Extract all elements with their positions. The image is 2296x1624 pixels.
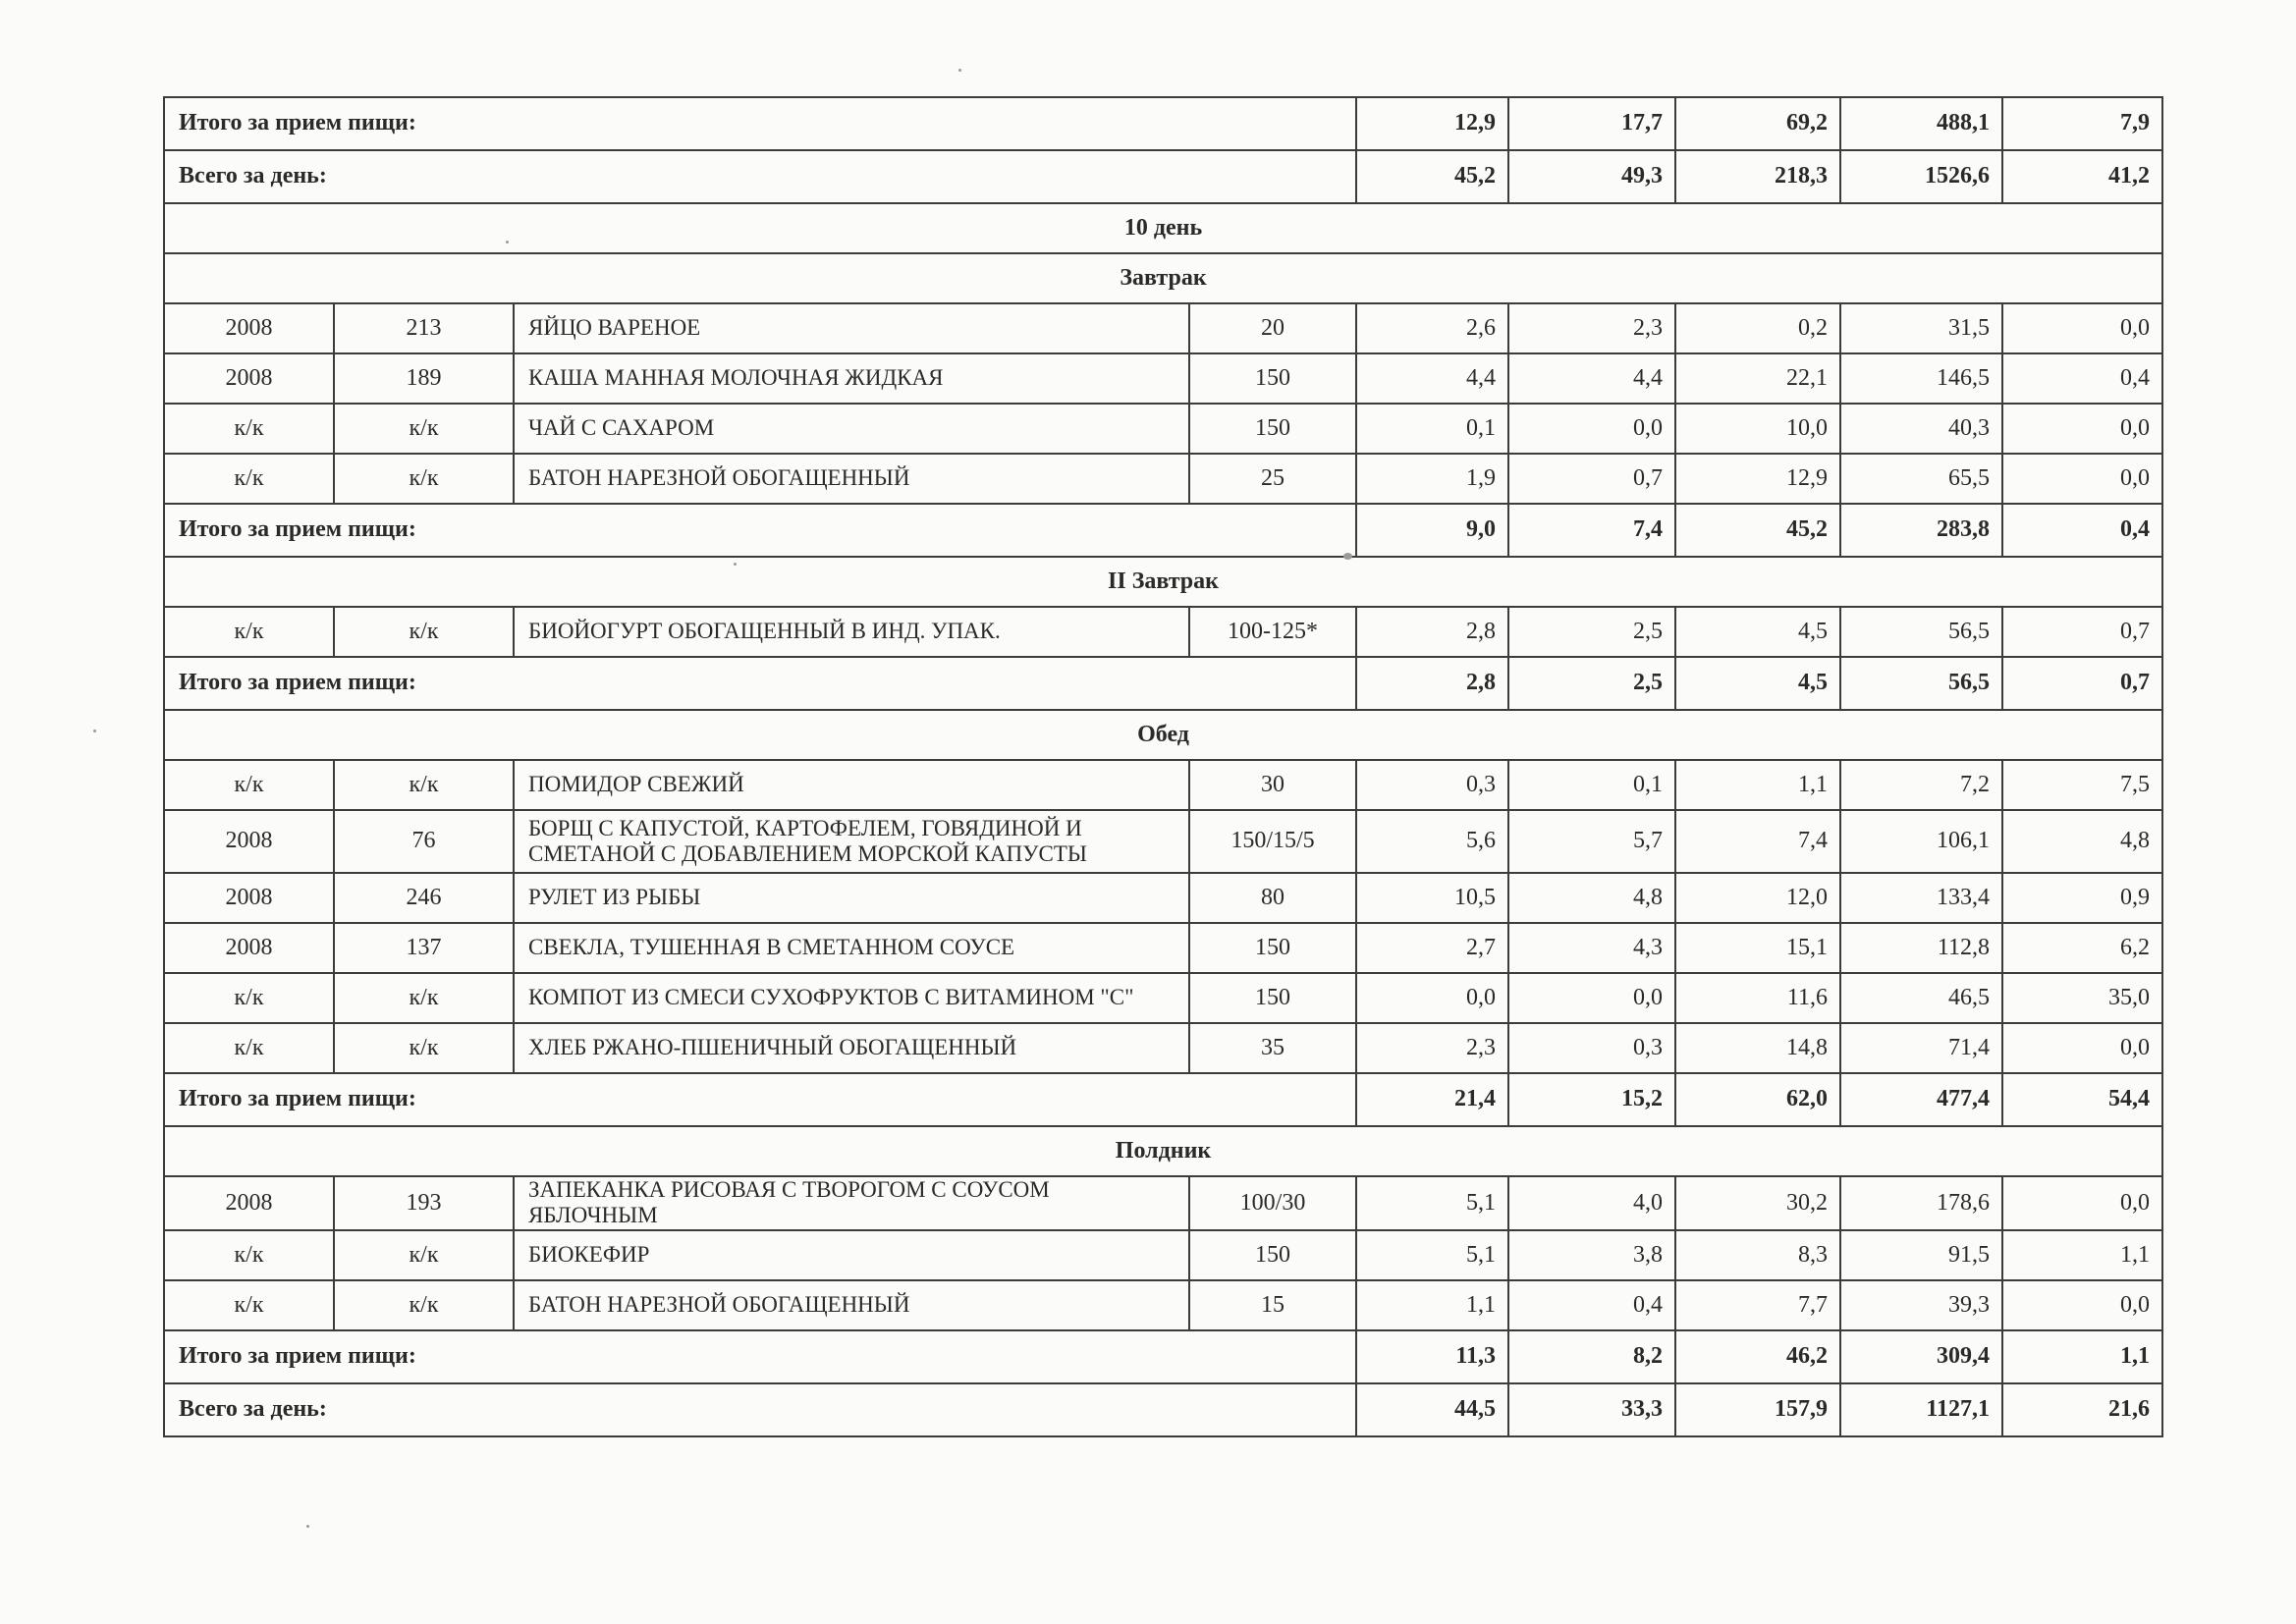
year-cell: 2008	[164, 810, 334, 873]
nutrient-value-cell: 2,3	[1356, 1023, 1508, 1073]
portion-weight-cell: 150	[1189, 1230, 1356, 1280]
total-row	[164, 1383, 2162, 1436]
nutrient-value-cell: 2,6	[1356, 303, 1508, 353]
total-value: 157,9	[1675, 1383, 1840, 1436]
total-value: 45,2	[1356, 150, 1508, 203]
dish-name-cell: ПОМИДОР СВЕЖИЙ	[514, 760, 1189, 810]
portion-weight-cell: 150	[1189, 973, 1356, 1023]
nutrient-value-cell: 0,7	[2002, 607, 2162, 657]
recipe-number-cell: к/к	[334, 404, 514, 454]
dish-row	[164, 1023, 2162, 1073]
nutrient-value-cell: 1,1	[1356, 1280, 1508, 1330]
portion-weight-cell: 100/30	[1189, 1176, 1356, 1230]
total-row	[164, 1073, 2162, 1126]
year-cell: 2008	[164, 923, 334, 973]
nutrient-value-cell: 7,7	[1675, 1280, 1840, 1330]
scan-speck	[93, 730, 96, 732]
total-label: Итого за прием пищи:	[164, 504, 1356, 557]
section-header-row	[164, 1126, 2162, 1176]
total-row	[164, 1330, 2162, 1383]
dish-row	[164, 1280, 2162, 1330]
section-title: II Завтрак	[164, 557, 2162, 607]
nutrient-value-cell: 0,0	[2002, 1023, 2162, 1073]
portion-weight-cell: 20	[1189, 303, 1356, 353]
total-value: 62,0	[1675, 1073, 1840, 1126]
nutrient-value-cell: 4,8	[1508, 873, 1675, 923]
dish-name-cell: КОМПОТ ИЗ СМЕСИ СУХОФРУКТОВ С ВИТАМИНОМ "С"	[514, 973, 1189, 1023]
recipe-number-cell: к/к	[334, 1023, 514, 1073]
nutrient-value-cell: 0,0	[1508, 404, 1675, 454]
portion-weight-cell: 150/15/5	[1189, 810, 1356, 873]
total-value: 2,5	[1508, 657, 1675, 710]
total-value: 4,5	[1675, 657, 1840, 710]
nutrient-value-cell: 0,1	[1508, 760, 1675, 810]
nutrient-value-cell: 91,5	[1840, 1230, 2002, 1280]
total-value: 69,2	[1675, 97, 1840, 150]
nutrient-value-cell: 14,8	[1675, 1023, 1840, 1073]
dish-row	[164, 810, 2162, 873]
dish-name-cell: БАТОН НАРЕЗНОЙ ОБОГАЩЕННЫЙ	[514, 454, 1189, 504]
nutrient-value-cell: 0,0	[1356, 973, 1508, 1023]
total-row	[164, 657, 2162, 710]
nutrient-value-cell: 1,1	[1675, 760, 1840, 810]
nutrient-value-cell: 31,5	[1840, 303, 2002, 353]
nutrient-value-cell: 15,1	[1675, 923, 1840, 973]
total-value: 12,9	[1356, 97, 1508, 150]
total-value: 46,2	[1675, 1330, 1840, 1383]
total-value: 11,3	[1356, 1330, 1508, 1383]
nutrient-value-cell: 2,3	[1508, 303, 1675, 353]
nutrient-value-cell: 56,5	[1840, 607, 2002, 657]
portion-weight-cell: 150	[1189, 923, 1356, 973]
total-label: Всего за день:	[164, 1383, 1356, 1436]
portion-weight-cell: 150	[1189, 353, 1356, 404]
total-value: 0,7	[2002, 657, 2162, 710]
nutrient-value-cell: 4,0	[1508, 1176, 1675, 1230]
total-label: Итого за прием пищи:	[164, 97, 1356, 150]
dish-row	[164, 303, 2162, 353]
nutrient-value-cell: 1,9	[1356, 454, 1508, 504]
nutrient-value-cell: 11,6	[1675, 973, 1840, 1023]
dish-row	[164, 973, 2162, 1023]
recipe-number-cell: 213	[334, 303, 514, 353]
total-value: 283,8	[1840, 504, 2002, 557]
nutrient-value-cell: 8,3	[1675, 1230, 1840, 1280]
nutrient-value-cell: 0,0	[2002, 303, 2162, 353]
total-row	[164, 150, 2162, 203]
recipe-number-cell: к/к	[334, 607, 514, 657]
nutrient-value-cell: 4,4	[1508, 353, 1675, 404]
dish-row	[164, 1230, 2162, 1280]
total-row	[164, 97, 2162, 150]
year-cell: к/к	[164, 1280, 334, 1330]
nutrient-value-cell: 0,0	[2002, 404, 2162, 454]
total-value: 49,3	[1508, 150, 1675, 203]
total-label: Итого за прием пищи:	[164, 657, 1356, 710]
total-value: 309,4	[1840, 1330, 2002, 1383]
nutrient-value-cell: 0,0	[1508, 973, 1675, 1023]
nutrient-value-cell: 0,7	[1508, 454, 1675, 504]
dish-row	[164, 454, 2162, 504]
recipe-number-cell: к/к	[334, 1280, 514, 1330]
nutrient-value-cell: 1,1	[2002, 1230, 2162, 1280]
total-value: 1526,6	[1840, 150, 2002, 203]
year-cell: к/к	[164, 404, 334, 454]
dish-row	[164, 873, 2162, 923]
recipe-number-cell: к/к	[334, 973, 514, 1023]
total-value: 33,3	[1508, 1383, 1675, 1436]
total-value: 54,4	[2002, 1073, 2162, 1126]
year-cell: 2008	[164, 1176, 334, 1230]
dish-name-cell: БИОЙОГУРТ ОБОГАЩЕННЫЙ В ИНД. УПАК.	[514, 607, 1189, 657]
recipe-number-cell: 76	[334, 810, 514, 873]
recipe-number-cell: 193	[334, 1176, 514, 1230]
total-value: 56,5	[1840, 657, 2002, 710]
total-value: 1127,1	[1840, 1383, 2002, 1436]
menu-table	[163, 96, 2163, 1437]
nutrient-value-cell: 46,5	[1840, 973, 2002, 1023]
scan-speck	[1343, 553, 1352, 560]
dish-name-cell: СВЕКЛА, ТУШЕННАЯ В СМЕТАННОМ СОУСЕ	[514, 923, 1189, 973]
nutrient-value-cell: 112,8	[1840, 923, 2002, 973]
section-header-row	[164, 203, 2162, 253]
nutrient-value-cell: 2,8	[1356, 607, 1508, 657]
nutrient-value-cell: 0,3	[1508, 1023, 1675, 1073]
total-value: 218,3	[1675, 150, 1840, 203]
nutrient-value-cell: 6,2	[2002, 923, 2162, 973]
total-value: 7,4	[1508, 504, 1675, 557]
dish-row	[164, 353, 2162, 404]
total-value: 41,2	[2002, 150, 2162, 203]
dish-row	[164, 607, 2162, 657]
dish-name-cell: ЧАЙ С САХАРОМ	[514, 404, 1189, 454]
nutrient-value-cell: 0,1	[1356, 404, 1508, 454]
dish-name-cell: БОРЩ С КАПУСТОЙ, КАРТОФЕЛЕМ, ГОВЯДИНОЙ И СМЕТАНОЙ С ДОБАВЛЕНИЕМ МОРСКОЙ КАПУСТЫ	[514, 810, 1189, 873]
nutrient-value-cell: 12,0	[1675, 873, 1840, 923]
nutrient-value-cell: 12,9	[1675, 454, 1840, 504]
recipe-number-cell: к/к	[334, 1230, 514, 1280]
nutrient-value-cell: 40,3	[1840, 404, 2002, 454]
nutrient-value-cell: 65,5	[1840, 454, 2002, 504]
nutrient-value-cell: 5,7	[1508, 810, 1675, 873]
nutrient-value-cell: 0,4	[2002, 353, 2162, 404]
nutrient-value-cell: 30,2	[1675, 1176, 1840, 1230]
total-value: 45,2	[1675, 504, 1840, 557]
total-row	[164, 504, 2162, 557]
dish-name-cell: ХЛЕБ РЖАНО-ПШЕНИЧНЫЙ ОБОГАЩЕННЫЙ	[514, 1023, 1189, 1073]
nutrient-value-cell: 4,3	[1508, 923, 1675, 973]
scan-speck	[734, 563, 737, 566]
year-cell: к/к	[164, 607, 334, 657]
nutrient-value-cell: 178,6	[1840, 1176, 2002, 1230]
year-cell: 2008	[164, 353, 334, 404]
nutrient-value-cell: 0,3	[1356, 760, 1508, 810]
total-value: 8,2	[1508, 1330, 1675, 1383]
nutrient-value-cell: 4,8	[2002, 810, 2162, 873]
nutrient-value-cell: 146,5	[1840, 353, 2002, 404]
recipe-number-cell: 246	[334, 873, 514, 923]
section-header-row	[164, 557, 2162, 607]
section-title: 10 день	[164, 203, 2162, 253]
total-value: 15,2	[1508, 1073, 1675, 1126]
dish-row	[164, 1176, 2162, 1230]
year-cell: к/к	[164, 1230, 334, 1280]
nutrient-value-cell: 35,0	[2002, 973, 2162, 1023]
nutrient-value-cell: 10,5	[1356, 873, 1508, 923]
nutrient-value-cell: 0,2	[1675, 303, 1840, 353]
dish-row	[164, 404, 2162, 454]
nutrient-value-cell: 22,1	[1675, 353, 1840, 404]
dish-name-cell: БАТОН НАРЕЗНОЙ ОБОГАЩЕННЫЙ	[514, 1280, 1189, 1330]
year-cell: к/к	[164, 973, 334, 1023]
nutrient-value-cell: 2,7	[1356, 923, 1508, 973]
nutrient-value-cell: 0,0	[2002, 1280, 2162, 1330]
dish-name-cell: ЗАПЕКАНКА РИСОВАЯ С ТВОРОГОМ С СОУСОМ ЯБЛОЧНЫМ	[514, 1176, 1189, 1230]
scan-speck	[306, 1525, 309, 1528]
nutrient-value-cell: 4,4	[1356, 353, 1508, 404]
nutrient-value-cell: 4,5	[1675, 607, 1840, 657]
total-value: 21,6	[2002, 1383, 2162, 1436]
nutrient-value-cell: 0,0	[2002, 1176, 2162, 1230]
portion-weight-cell: 80	[1189, 873, 1356, 923]
nutrient-value-cell: 7,5	[2002, 760, 2162, 810]
portion-weight-cell: 35	[1189, 1023, 1356, 1073]
portion-weight-cell: 100-125*	[1189, 607, 1356, 657]
dish-name-cell: ЯЙЦО ВАРЕНОЕ	[514, 303, 1189, 353]
nutrient-value-cell: 2,5	[1508, 607, 1675, 657]
year-cell: к/к	[164, 760, 334, 810]
portion-weight-cell: 150	[1189, 404, 1356, 454]
nutrient-value-cell: 3,8	[1508, 1230, 1675, 1280]
year-cell: 2008	[164, 303, 334, 353]
total-value: 1,1	[2002, 1330, 2162, 1383]
dish-name-cell: КАША МАННАЯ МОЛОЧНАЯ ЖИДКАЯ	[514, 353, 1189, 404]
total-value: 21,4	[1356, 1073, 1508, 1126]
total-value: 17,7	[1508, 97, 1675, 150]
section-header-row	[164, 253, 2162, 303]
nutrient-value-cell: 7,4	[1675, 810, 1840, 873]
recipe-number-cell: 189	[334, 353, 514, 404]
scan-speck	[958, 69, 961, 72]
dish-row	[164, 923, 2162, 973]
recipe-number-cell: 137	[334, 923, 514, 973]
section-title: Полдник	[164, 1126, 2162, 1176]
section-header-row	[164, 710, 2162, 760]
nutrient-value-cell: 5,6	[1356, 810, 1508, 873]
total-value: 0,4	[2002, 504, 2162, 557]
total-label: Всего за день:	[164, 150, 1356, 203]
nutrient-value-cell: 10,0	[1675, 404, 1840, 454]
total-label: Итого за прием пищи:	[164, 1073, 1356, 1126]
section-title: Обед	[164, 710, 2162, 760]
nutrient-value-cell: 5,1	[1356, 1176, 1508, 1230]
nutrient-value-cell: 133,4	[1840, 873, 2002, 923]
total-value: 44,5	[1356, 1383, 1508, 1436]
total-value: 9,0	[1356, 504, 1508, 557]
recipe-number-cell: к/к	[334, 454, 514, 504]
total-label: Итого за прием пищи:	[164, 1330, 1356, 1383]
nutrient-value-cell: 0,0	[2002, 454, 2162, 504]
portion-weight-cell: 30	[1189, 760, 1356, 810]
year-cell: к/к	[164, 454, 334, 504]
dish-name-cell: БИОКЕФИР	[514, 1230, 1189, 1280]
recipe-number-cell: к/к	[334, 760, 514, 810]
nutrient-value-cell: 39,3	[1840, 1280, 2002, 1330]
nutrient-value-cell: 5,1	[1356, 1230, 1508, 1280]
nutrient-value-cell: 0,9	[2002, 873, 2162, 923]
total-value: 2,8	[1356, 657, 1508, 710]
nutrient-value-cell: 106,1	[1840, 810, 2002, 873]
section-title: Завтрак	[164, 253, 2162, 303]
scan-speck	[506, 241, 509, 244]
dish-row	[164, 760, 2162, 810]
year-cell: 2008	[164, 873, 334, 923]
nutrient-value-cell: 0,4	[1508, 1280, 1675, 1330]
dish-name-cell: РУЛЕТ ИЗ РЫБЫ	[514, 873, 1189, 923]
nutrient-value-cell: 7,2	[1840, 760, 2002, 810]
year-cell: к/к	[164, 1023, 334, 1073]
portion-weight-cell: 15	[1189, 1280, 1356, 1330]
nutrient-value-cell: 71,4	[1840, 1023, 2002, 1073]
total-value: 477,4	[1840, 1073, 2002, 1126]
portion-weight-cell: 25	[1189, 454, 1356, 504]
total-value: 7,9	[2002, 97, 2162, 150]
total-value: 488,1	[1840, 97, 2002, 150]
